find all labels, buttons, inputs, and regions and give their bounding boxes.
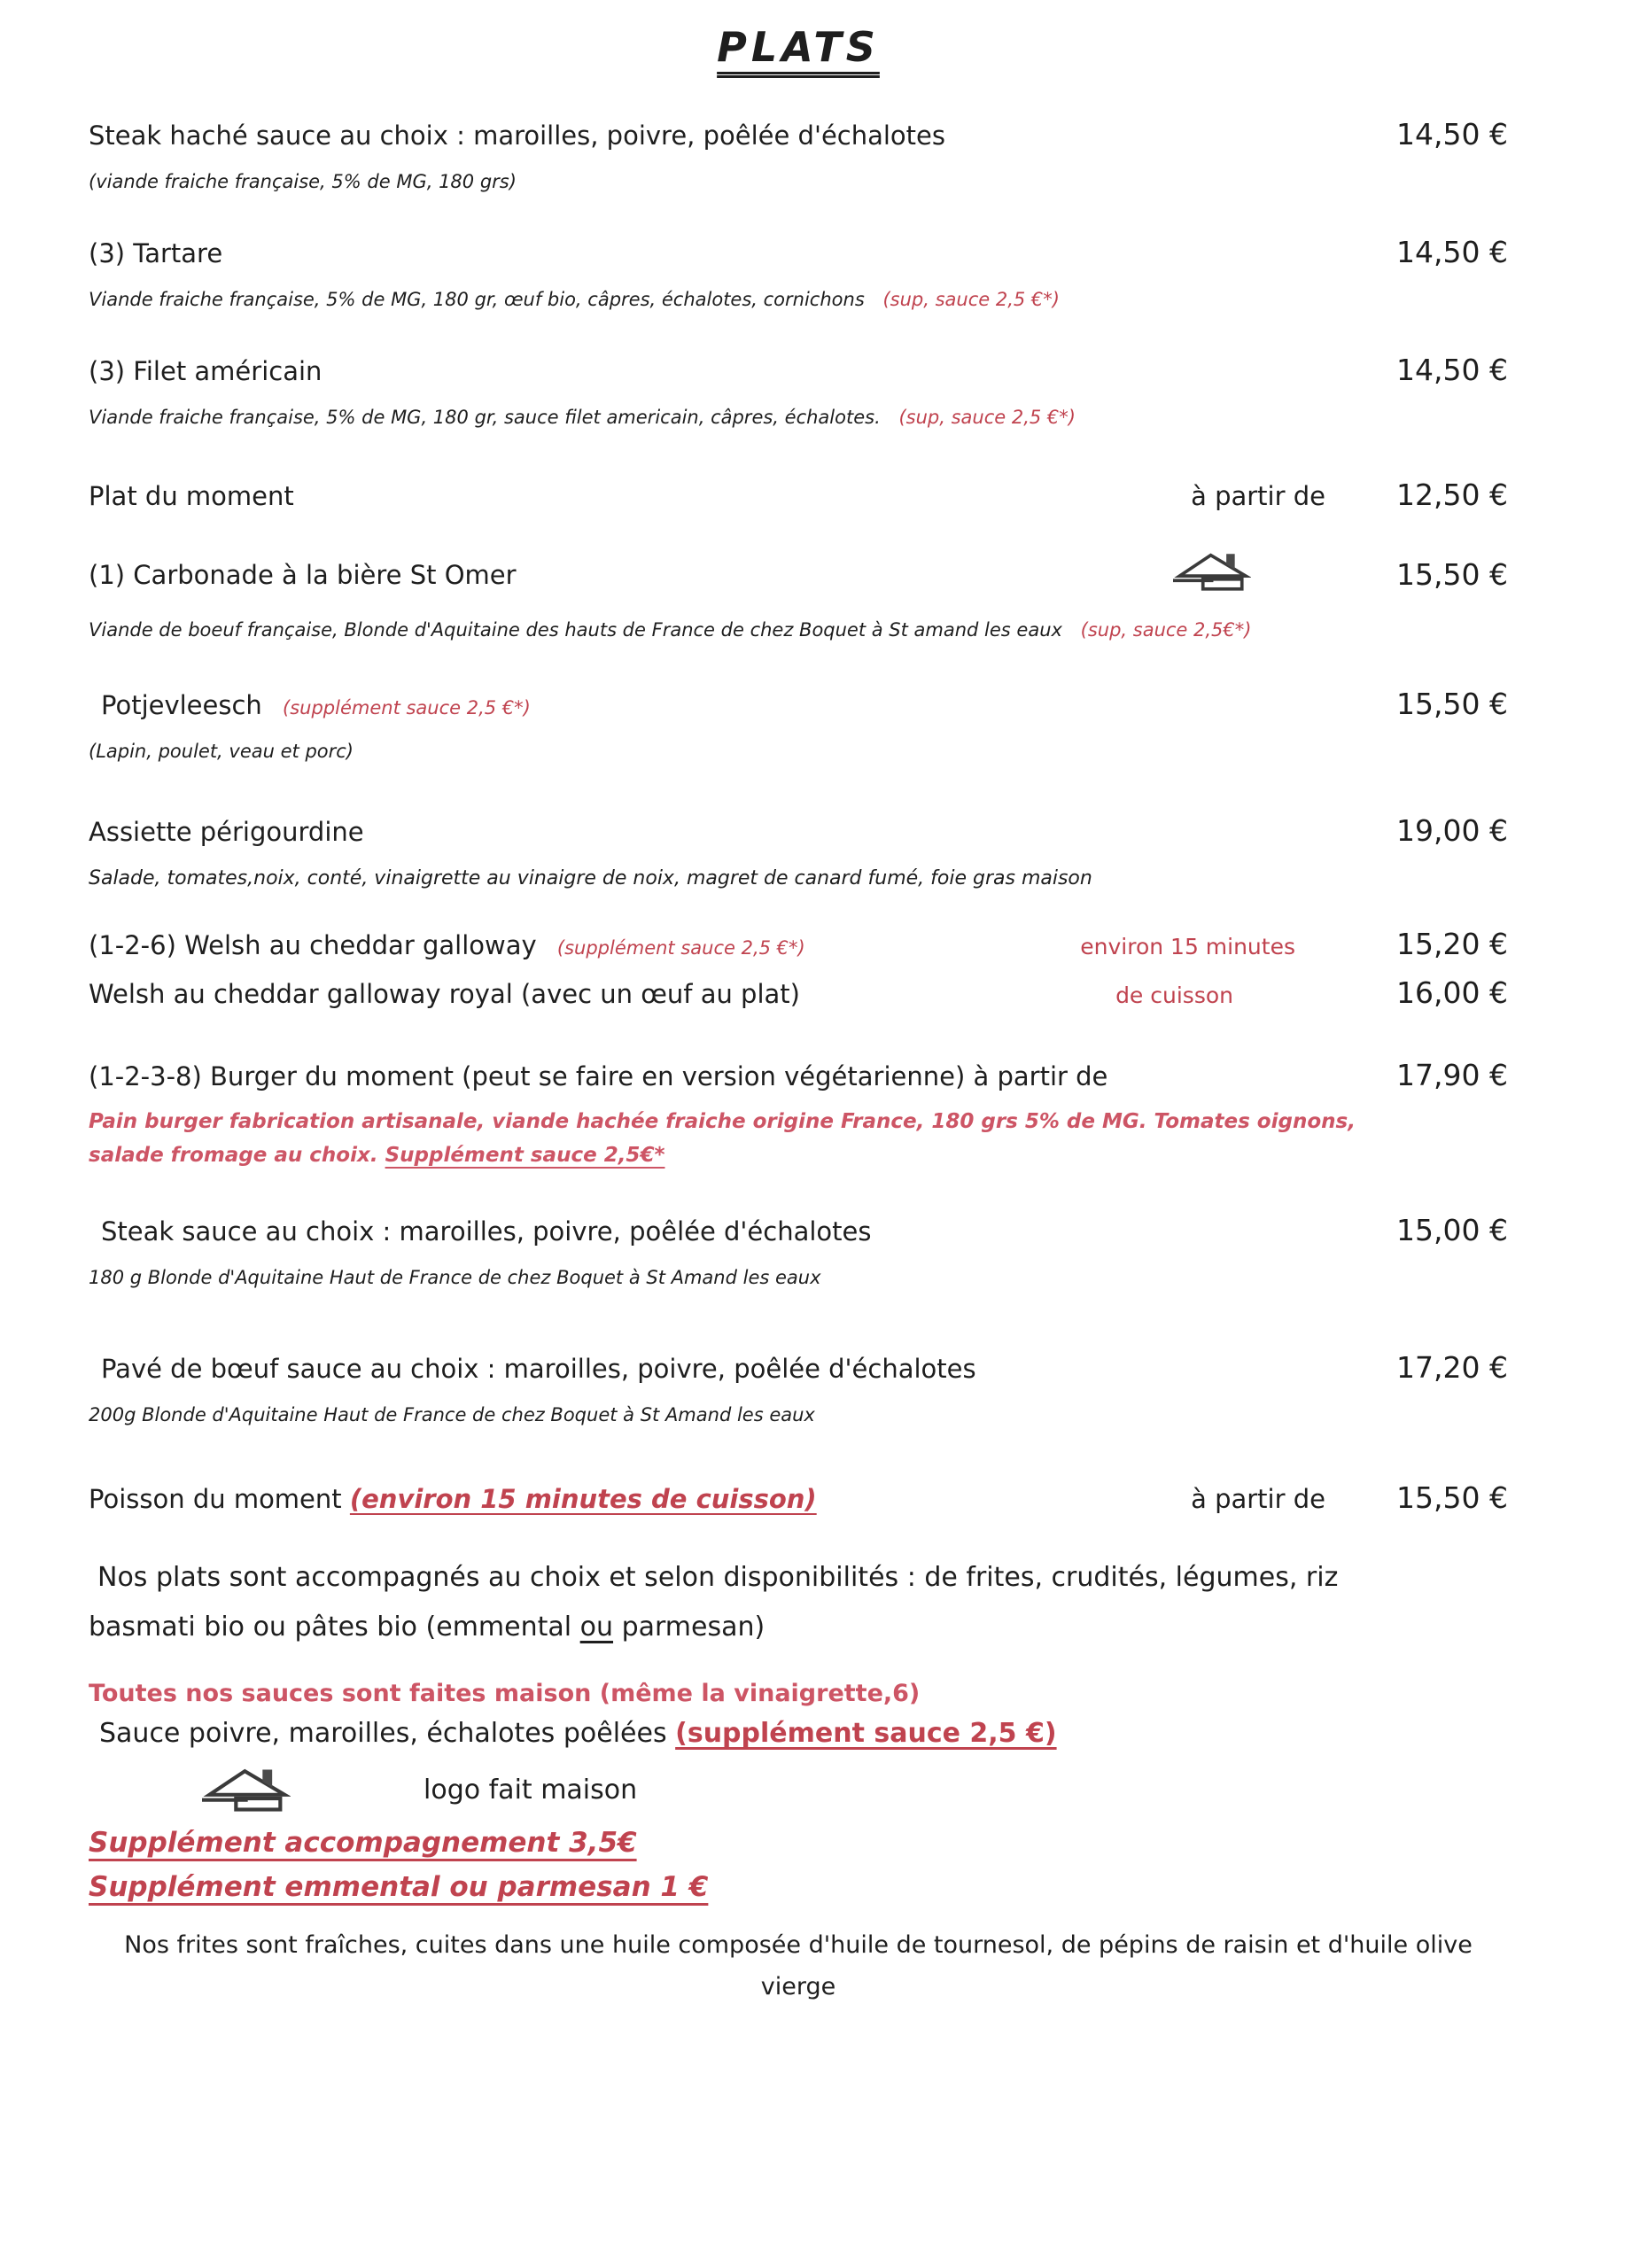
sauce-choices-line [89, 1718, 1508, 1749]
sauce-supplement-note: (supplément sauce 2,5 €) [675, 1718, 1057, 1749]
item-description [89, 407, 1508, 428]
sides-line-2-text: basmati bio ou pâtes bio (emmental [89, 1612, 580, 1643]
item-name [89, 1484, 1191, 1514]
fait-maison-icon [1173, 549, 1251, 600]
item-name: (3) Tartare [89, 238, 223, 268]
sauce-supplement-note: (supplément sauce 2,5 €*) [283, 697, 531, 718]
supplement-cheese-note: Supplément emmental ou parmesan 1 € [89, 1871, 709, 1903]
item-row [89, 927, 1508, 961]
item-row [89, 353, 1508, 387]
item-price: 15,20 € [1396, 927, 1508, 961]
menu-item-plat-du-moment [89, 478, 1508, 512]
description-text: salade fromage au choix. [89, 1144, 385, 1167]
item-description: 180 g Blonde d'Aquitaine Haut de France de chez Boquet à St Amand les eaux [89, 1267, 821, 1288]
fries-line-2: vierge [760, 1973, 836, 2000]
item-name: Plat du moment [89, 481, 294, 511]
sauce-choices-text: Sauce poivre, maroilles, échalotes poêlées [99, 1718, 676, 1749]
item-price: 16,00 € [1396, 975, 1508, 1010]
item-row [89, 975, 1508, 1010]
menu-item-steak-hache [89, 117, 1508, 192]
description-text: Viande fraiche française, 5% de MG, 180 gr, œuf bio, câpres, échalotes, cornichons [89, 289, 865, 310]
item-description: (Lapin, poulet, veau et porc) [89, 741, 354, 762]
menu-item-tartare [89, 235, 1508, 310]
item-name-text: Poisson du moment [89, 1484, 350, 1514]
item-price: 15,50 € [1396, 687, 1508, 721]
fait-maison-legend [202, 1765, 1508, 1814]
item-name: Assiette périgourdine [89, 817, 364, 847]
house-pan-icon [202, 1765, 291, 1814]
sides-ou-underlined: ou [579, 1612, 614, 1643]
sauces-maison-note: Toutes nos sauces sont faites maison (même la vinaigrette,6) [89, 1680, 921, 1707]
item-row [89, 117, 1508, 151]
price-prefix: à partir de [1191, 481, 1325, 511]
menu-item-burger [89, 1058, 1508, 1167]
sauce-supplement-note: (sup, sauce 2,5€*) [1080, 619, 1252, 641]
menu-item-carbonade [89, 549, 1508, 641]
sauce-supplement-note: (sup, sauce 2,5 €*) [898, 407, 1076, 428]
item-price: 17,90 € [1396, 1058, 1508, 1092]
item-price: 15,50 € [1396, 557, 1508, 592]
description-text: Viande de boeuf française, Blonde d'Aquitaine des hauts de France de chez Boquet à St amand les eaux [89, 619, 1062, 641]
sauce-supplement-note: (supplément sauce 2,5 €*) [556, 937, 805, 959]
fries-line-1: Nos frites sont fraîches, cuites dans une huile composée d'huile de tournesol, de pépins de raisin et d'huile olive [124, 1931, 1473, 1959]
sides-paragraph [89, 1562, 1508, 1643]
item-description [89, 289, 1508, 310]
item-description: 200g Blonde d'Aquitaine Haut de France de chez Boquet à St Amand les eaux [89, 1404, 815, 1425]
item-row [89, 235, 1508, 269]
item-price: 14,50 € [1396, 235, 1508, 269]
item-description [89, 1144, 1508, 1167]
item-name-text: (1-2-6) Welsh au cheddar galloway [89, 930, 537, 960]
menu-item-steak [89, 1213, 1508, 1288]
item-price: 12,50 € [1396, 478, 1508, 512]
item-row [89, 478, 1508, 512]
item-row [89, 687, 1508, 721]
item-name-text: Potjevleesch [101, 690, 262, 720]
menu-item-potjevleesch [89, 687, 1508, 762]
sides-line-2 [89, 1614, 1508, 1641]
logo-caption: logo fait maison [424, 1774, 638, 1806]
cooking-time-note: (environ 15 minutes de cuisson) [349, 1484, 817, 1514]
item-row [89, 813, 1508, 848]
item-price: 15,50 € [1396, 1480, 1508, 1515]
item-name: Welsh au cheddar galloway royal (avec un œuf au plat) [89, 979, 800, 1009]
price-prefix: à partir de [1191, 1484, 1325, 1514]
item-price: 14,50 € [1396, 353, 1508, 387]
menu-item-welsh [89, 927, 1508, 1010]
item-name: (1) Carbonade à la bière St Omer [89, 559, 517, 590]
sauce-supplement-note: Supplément sauce 2,5€* [385, 1144, 665, 1167]
item-name [89, 930, 1080, 960]
menu-item-pave-de-boeuf [89, 1350, 1508, 1425]
item-description: Pain burger fabrication artisanale, viande hachée fraiche origine France, 180 grs 5% de MG. Tomates oignons, [89, 1110, 1356, 1133]
item-name: Pavé de bœuf sauce au choix : maroilles, poivre, poêlée d'échalotes [101, 1354, 976, 1384]
item-description: Salade, tomates,noix, conté, vinaigrette au vinaigre de noix, magret de canard fumé, foie gras maison [89, 867, 1092, 889]
item-name: Steak haché sauce au choix : maroilles, poivre, poêlée d'échalotes [89, 120, 945, 151]
item-row [89, 1213, 1508, 1247]
item-price: 17,20 € [1396, 1350, 1508, 1385]
supplement-side-note: Supplément accompagnement 3,5€ [89, 1827, 637, 1859]
item-row [89, 1480, 1508, 1515]
item-price: 19,00 € [1396, 813, 1508, 848]
item-price: 15,00 € [1396, 1213, 1508, 1247]
house-pan-icon [1173, 549, 1251, 594]
sides-line-2-text-b: parmesan) [613, 1612, 765, 1643]
item-row [89, 1058, 1508, 1092]
item-description: (viande fraiche française, 5% de MG, 180 grs) [89, 171, 517, 192]
item-description [89, 619, 1508, 641]
fries-paragraph [89, 1933, 1508, 1999]
menu-header [89, 23, 1508, 71]
item-row [89, 1350, 1508, 1385]
item-price: 14,50 € [1396, 117, 1508, 151]
item-row [89, 549, 1508, 600]
sauce-supplement-note: (sup, sauce 2,5 €*) [882, 289, 1060, 310]
cooking-time-note: de cuisson [1115, 983, 1233, 1008]
item-name: Steak sauce au choix : maroilles, poivre, poêlée d'échalotes [101, 1216, 872, 1247]
menu-item-filet-americain [89, 353, 1508, 428]
sides-line-1: Nos plats sont accompagnés au choix et selon disponibilités : de frites, crudités, légumes, riz [97, 1562, 1339, 1593]
menu-item-assiette-perigourdine [89, 813, 1508, 889]
menu-title: PLATS [717, 23, 880, 71]
item-name: (3) Filet américain [89, 356, 323, 386]
menu-item-poisson-du-moment [89, 1480, 1508, 1515]
item-name [89, 690, 1357, 720]
item-name: (1-2-3-8) Burger du moment (peut se faire en version végétarienne) à partir de [89, 1061, 1108, 1091]
description-text: Viande fraiche française, 5% de MG, 180 gr, sauce filet americain, câpres, échalotes. [89, 407, 881, 428]
cooking-time-note: environ 15 minutes [1080, 934, 1295, 959]
